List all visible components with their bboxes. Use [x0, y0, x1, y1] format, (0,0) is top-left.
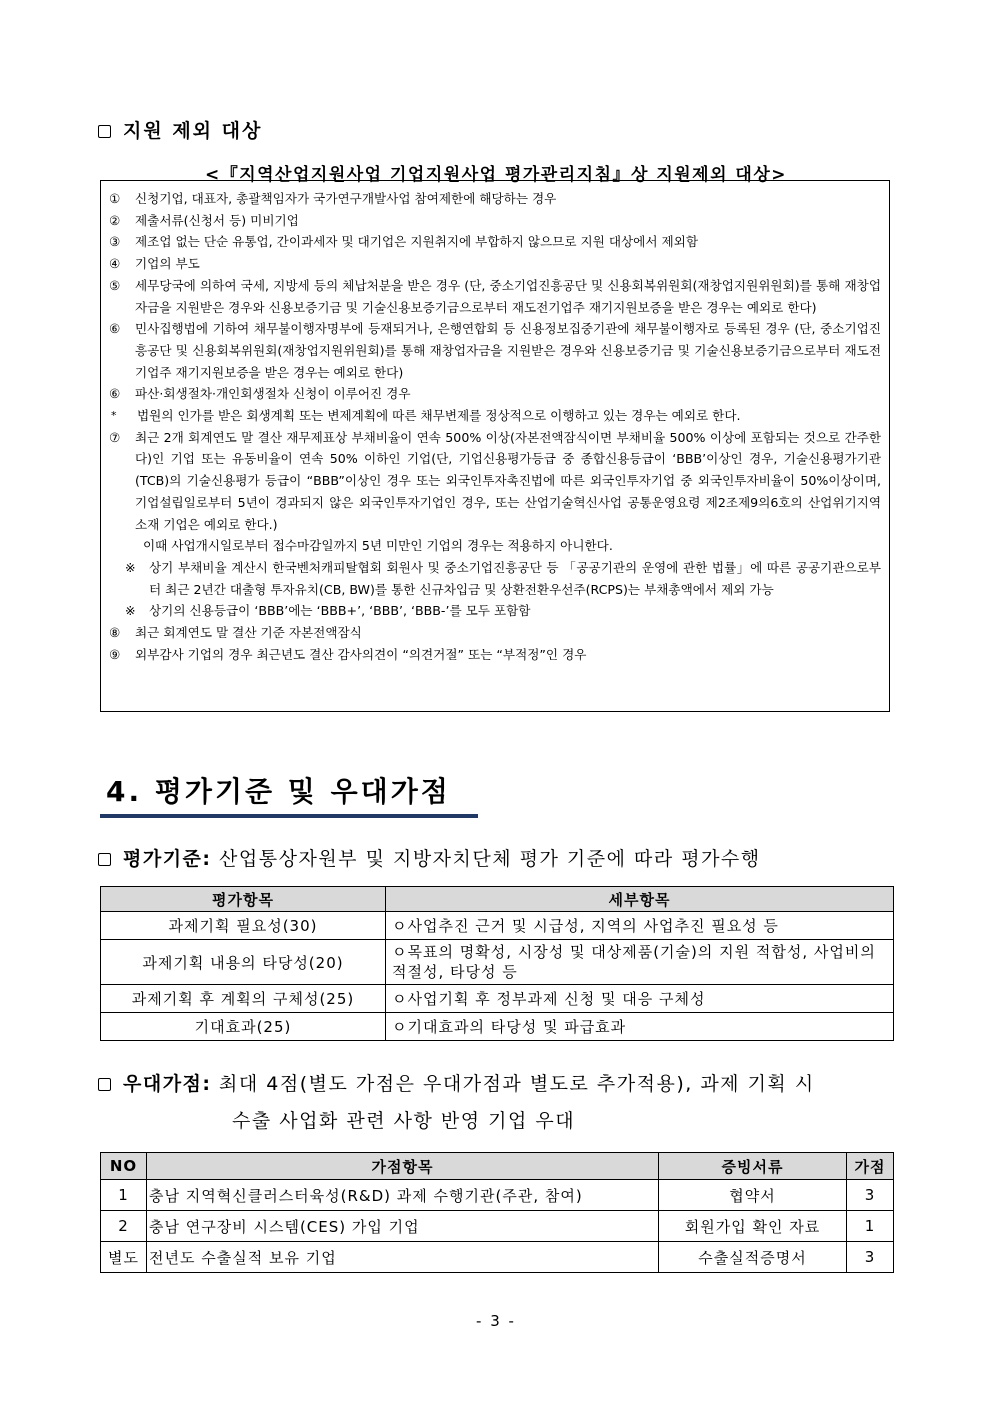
column-header: NO	[101, 1153, 147, 1180]
column-header: 증빙서류	[659, 1153, 847, 1180]
column-header: 가점항목	[147, 1153, 659, 1180]
criteria-label: 평가기준:	[123, 848, 212, 870]
list-item-number: ④	[109, 256, 121, 272]
page-number: - 3 -	[476, 1312, 516, 1330]
list-item	[109, 318, 881, 383]
list-item	[109, 427, 881, 536]
preference-text-cont: 수출 사업화 관련 사항 반영 기업 우대	[232, 1110, 576, 1132]
table-row	[101, 985, 894, 1013]
criteria-table	[100, 886, 894, 1041]
criteria-detail: ㅇ사업기획 후 정부과제 신청 및 대응 구체성	[386, 985, 894, 1013]
table-row	[101, 1180, 894, 1211]
list-item-number: ⑦	[109, 429, 121, 445]
table-row	[101, 940, 894, 985]
list-item-text: 외부감사 기업의 경우 최근년도 결산 감사의견이 “의견거절” 또는 “부적정”인 경우	[135, 646, 587, 662]
exclusion-box	[100, 180, 890, 712]
list-item	[109, 557, 881, 600]
criteria-detail: ㅇ사업추진 근거 및 시급성, 지역의 사업추진 필요성 등	[386, 912, 894, 940]
list-item-text: 파산·회생절차·개인회생절차 신청이 이루어진 경우	[135, 386, 411, 402]
criteria-detail: ㅇ목표의 명확성, 시장성 및 대상제품(기술)의 지원 적합성, 사업비의 적절성, 타당성 등	[386, 940, 894, 985]
pref-document: 수출실적증명서	[659, 1242, 847, 1273]
list-item	[109, 535, 881, 557]
list-item-number: ⑥	[109, 321, 121, 337]
column-header: 세부항목	[386, 887, 894, 912]
list-item-text: 상기의 신용등급이 ‘BBB’에는 ‘BBB+’, ‘BBB’, ‘BBB-’를 모두 포함함	[149, 603, 531, 619]
pref-document: 협약서	[659, 1180, 847, 1211]
criteria-detail: ㅇ기대효과의 타당성 및 파급효과	[386, 1013, 894, 1041]
checkbox-square-icon	[98, 1078, 111, 1091]
checkbox-square-icon	[98, 853, 111, 866]
list-item	[109, 622, 881, 644]
criteria-item: 과제기획 후 계획의 구체성(25)	[101, 985, 386, 1013]
criteria-item: 기대효과(25)	[101, 1013, 386, 1041]
heading-underline	[100, 814, 478, 818]
list-item	[109, 383, 881, 405]
list-item-number: ⑧	[109, 625, 121, 641]
list-item-number: ⑨	[109, 646, 121, 662]
list-item-number: ※	[125, 603, 136, 619]
column-header: 가점	[847, 1153, 894, 1180]
list-item	[109, 210, 881, 232]
row-number: 1	[101, 1180, 147, 1211]
row-number: 별도	[101, 1242, 147, 1273]
criteria-item: 과제기획 내용의 타당성(20)	[101, 940, 386, 985]
list-item-text: 최근 회계연도 말 결산 기준 자본전액잠식	[135, 625, 362, 641]
list-item-number: ③	[109, 234, 121, 250]
column-header: 평가항목	[101, 887, 386, 912]
list-item	[109, 405, 881, 427]
list-item	[109, 600, 881, 622]
list-item-text: 기업의 부도	[135, 256, 200, 272]
preference-text: 최대 4점(별도 가점은 우대가점과 별도로 추가적용), 과제 기획 시	[211, 1073, 815, 1095]
table-row	[101, 1013, 894, 1041]
list-item	[109, 188, 881, 210]
table-row	[101, 912, 894, 940]
list-item-text: 이때 사업개시일로부터 접수마감일까지 5년 미만인 기업의 경우는 적용하지 아니한다.	[143, 538, 613, 554]
list-item-text: 법원의 인가를 받은 회생계획 또는 변제계획에 따른 채무변제를 정상적으로 이행하고 있는 경우는 예외로 한다.	[137, 408, 741, 424]
list-item-text: 민사집행법에 기하여 채무불이행자명부에 등재되거나, 은행연합회 등 신용정보집중기관에 채무불이행자로 등록된 경우 (단, 중소기업진흥공단 및 신용회복위원회(재창업지원위원회)를 통해 재창업자금을 지원받은 경우와 신용보증기금 및 기술신용보증기금으로부터 재도전기업주 재기지원보증을 받은 경우는 예외로 한다)	[135, 321, 881, 380]
list-item	[109, 253, 881, 275]
exclusion-box-caption: <『지역산업지원사업 기업지원사업 평가관리지침』상 지원제외 대상>	[204, 165, 788, 185]
list-item	[109, 644, 881, 666]
pref-points: 3	[847, 1242, 894, 1273]
pref-item: 충남 지역혁신클러스터육성(R&D) 과제 수행기관(주관, 참여)	[147, 1180, 659, 1211]
table-header-row	[101, 1153, 894, 1180]
row-number: 2	[101, 1211, 147, 1242]
pref-points: 3	[847, 1180, 894, 1211]
preference-line	[98, 1066, 898, 1140]
pref-item: 충남 연구장비 시스템(CES) 가입 기업	[147, 1211, 659, 1242]
list-item	[109, 231, 881, 253]
section-heading: 4. 평가기준 및 우대가점	[106, 775, 451, 808]
list-item-text: 제조업 없는 단순 유통업, 간이과세자 및 대기업은 지원취지에 부합하지 않으므로 지원 대상에서 제외함	[135, 234, 698, 250]
pref-document: 회원가입 확인 자료	[659, 1211, 847, 1242]
criteria-line	[98, 844, 761, 871]
table-header-row	[101, 887, 894, 912]
preference-table	[100, 1152, 894, 1273]
criteria-item: 과제기획 필요성(30)	[101, 912, 386, 940]
list-item-text: 제출서류(신청서 등) 미비기업	[135, 212, 299, 228]
pref-points: 1	[847, 1211, 894, 1242]
list-item-number: ⑤	[109, 277, 121, 293]
criteria-text: 산업통상자원부 및 지방자치단체 평가 기준에 따라 평가수행	[211, 848, 761, 870]
table-row	[101, 1211, 894, 1242]
list-item-number: ※	[125, 559, 136, 575]
list-item-text: 신청기업, 대표자, 총괄책임자가 국가연구개발사업 참여제한에 해당하는 경우	[135, 191, 557, 206]
list-item	[109, 275, 881, 318]
checkbox-square-icon	[98, 125, 111, 138]
exclusion-title: 지원 제외 대상	[98, 116, 262, 143]
list-item-number: ②	[109, 212, 121, 228]
pref-item: 전년도 수출실적 보유 기업	[147, 1242, 659, 1273]
list-item-text: 상기 부채비율 계산시 한국벤처캐피탈협회 회원사 및 중소기업진흥공단 등 「공공기관의 운영에 관한 법률」에 따른 공공기관으로부터 최근 2년간 대출형 투자유치(CB, BW)를 통한 신규차입금 및 상환전환우선주(RCPS)는 부채총액에서 제외 가능	[149, 559, 881, 597]
list-item-number: ⑥	[109, 386, 121, 402]
list-item-text: 최근 2개 회계연도 말 결산 재무제표상 부채비율이 연속 500% 이상(자본전액잠식이면 부채비율 500% 이상에 포함되는 것으로 간주한다)인 기업 또는 유동비율이 연속 50% 이하인 기업(단, 기업신용평가등급 중 종합신용등급이 ‘BBB’이상인 경우, 기술신용평가기관(TCB)의 기술신용평가 등급이 “BBB”이상인 경우 또는 외국인투자촉진법에 따른 외국인투자기업 중 외국인투자비율이 50%이상이며, 기업설립일로부터 5년이 경과되지 않은 외국인투자기업인 경우, 또는 산업기술혁신사업 공통운영요령 제2조제9의6호의 산업위기지역 소재 기업은 예외로 한다.)	[135, 429, 881, 532]
list-item-number: *	[111, 409, 117, 423]
preference-label: 우대가점:	[123, 1073, 212, 1095]
list-item-text: 세무당국에 의하여 국세, 지방세 등의 체납처분을 받은 경우 (단, 중소기업진흥공단 및 신용회복위원회(재창업지원위원회)를 통해 재창업자금을 지원받은 경우와 신용보증기금 및 기술신용보증기금으로부터 재도전기업주 재기지원보증을 받은 경우는 예외로 한다)	[135, 277, 881, 315]
list-item-number: ①	[109, 191, 121, 206]
table-row	[101, 1242, 894, 1273]
